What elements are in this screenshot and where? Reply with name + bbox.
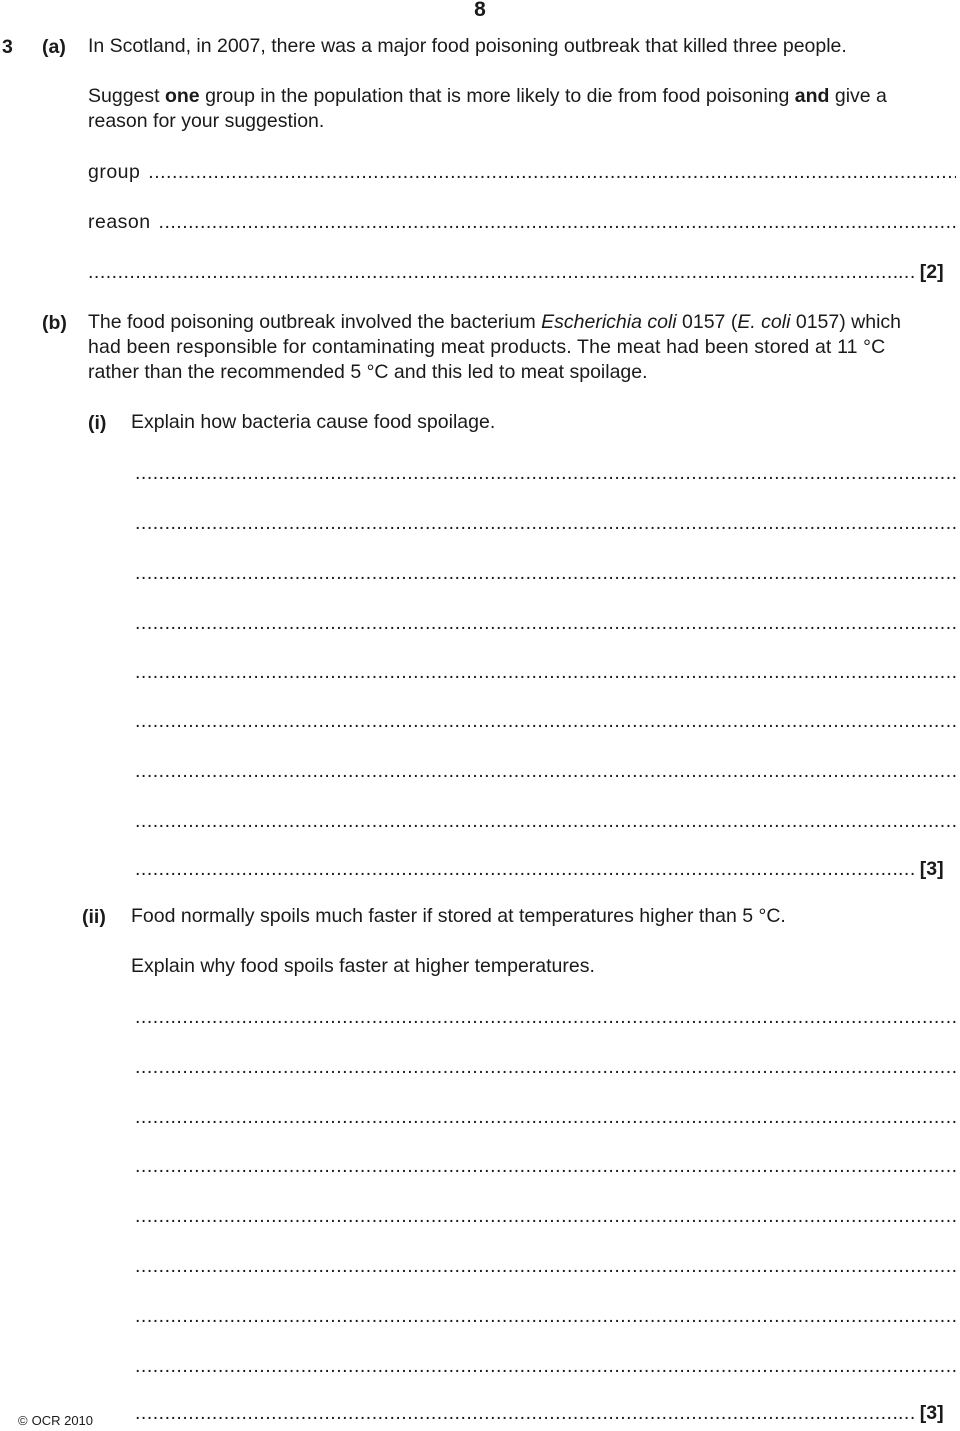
answer-line[interactable] [135, 1305, 956, 1327]
reason-label: reason [88, 211, 151, 233]
part-a-label: (a) [42, 36, 66, 58]
part-b-line1: The food poisoning outbreak involved the bacterium Escherichia coli 0157 (E. coli 0157) which [88, 311, 902, 333]
copyright-icon: © [18, 1413, 28, 1428]
answer-line[interactable] [135, 661, 956, 683]
part-b-line2: had been responsible for contaminating meat products. The meat had been stored at 11 °C [88, 336, 886, 358]
species-name: Escherichia coli [541, 311, 677, 333]
part-b-line3: rather than the recommended 5 °C and this led to meat spoilage. [88, 361, 648, 383]
reason-answer-line[interactable] [88, 211, 956, 233]
species-abbrev: E. coli [737, 311, 791, 333]
prompt-emphasis-one: one [164, 85, 200, 107]
question-number: 3 [2, 36, 13, 58]
answer-line[interactable] [135, 1056, 956, 1078]
answer-line[interactable] [135, 1402, 898, 1424]
prompt-text: give a [829, 85, 887, 107]
part-b-ii-statement: Food normally spoils much faster if stored at temperatures higher than 5 °C. [131, 905, 786, 927]
part-a-prompt-line2: reason for your suggestion. [88, 110, 325, 132]
answer-line[interactable] [135, 1006, 956, 1028]
part-a-prompt-line1 [88, 84, 887, 109]
part-b-label: (b) [42, 312, 67, 334]
part-b-i-question: Explain how bacteria cause food spoilage. [131, 411, 496, 433]
answer-line[interactable] [135, 612, 956, 634]
part-a-marks: ... [2] [898, 261, 944, 283]
part-b-ii-marks: ... [3] [898, 1402, 944, 1424]
group-label: group [88, 161, 141, 183]
prompt-text: group in the population that is more likely to die from food poisoning [199, 85, 795, 107]
answer-line[interactable] [135, 710, 956, 732]
answer-line[interactable] [135, 562, 956, 584]
page-number: 8 [474, 0, 486, 21]
part-b-ii-label: (ii) [82, 906, 106, 928]
answer-line[interactable] [135, 858, 898, 880]
answer-line[interactable] [135, 760, 956, 782]
part-a-intro: In Scotland, in 2007, there was a major food poisoning outbreak that killed three people. [88, 35, 847, 57]
prompt-text: Suggest [88, 85, 165, 107]
part-b-i-marks: ... [3] [898, 858, 944, 880]
answer-line[interactable] [135, 1355, 956, 1377]
answer-line[interactable] [135, 1106, 956, 1128]
answer-line[interactable] [135, 1205, 956, 1227]
answer-line[interactable] [135, 810, 956, 832]
reason-answer-line-2[interactable] [88, 261, 898, 283]
prompt-emphasis-and: and [794, 85, 830, 107]
answer-line[interactable] [135, 462, 956, 484]
part-b-i-label: (i) [88, 412, 107, 434]
footer-text: OCR 2010 [31, 1413, 94, 1428]
answer-line[interactable] [135, 1255, 956, 1277]
answer-line[interactable] [135, 512, 956, 534]
part-b-ii-question: Explain why food spoils faster at higher temperatures. [131, 955, 595, 977]
answer-line[interactable] [135, 1155, 956, 1177]
group-answer-line[interactable] [88, 161, 956, 183]
copyright-footer [18, 1413, 93, 1428]
